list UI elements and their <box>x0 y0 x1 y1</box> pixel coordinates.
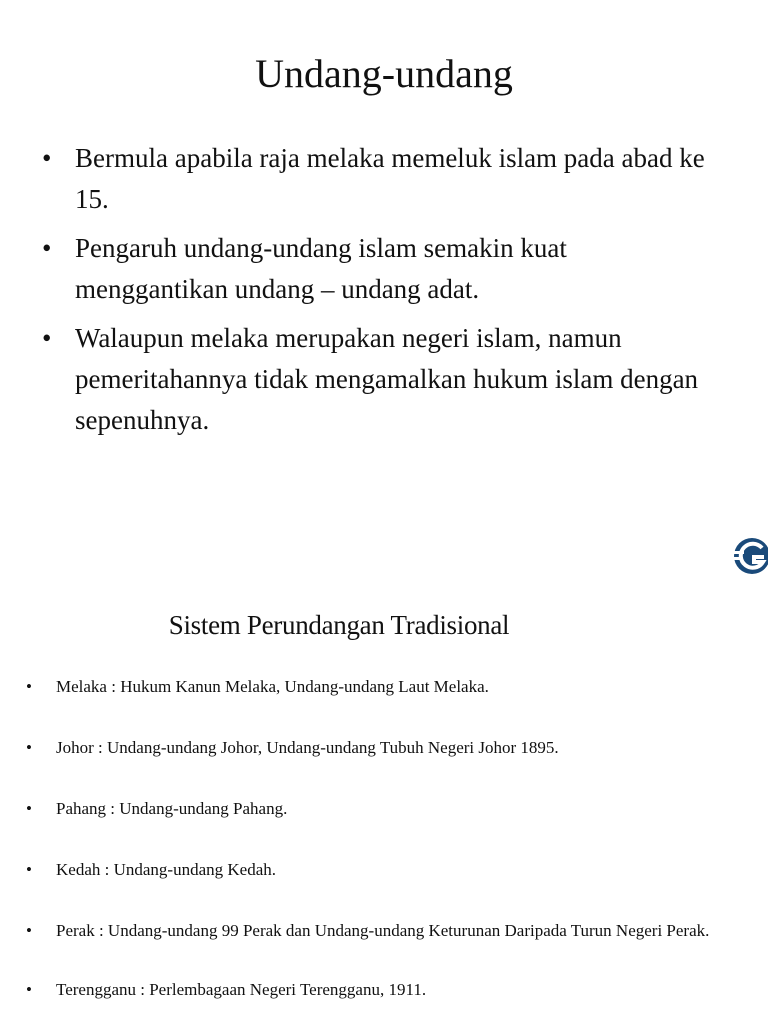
law-list-text: Terengganu : Perlembagaan Negeri Terengganu, 1911. <box>56 980 427 999</box>
bullet-dot: • <box>26 980 32 999</box>
law-list-item <box>26 977 741 1003</box>
law-list-item <box>26 796 741 822</box>
bullet-dot: • <box>42 143 52 173</box>
section-title: Sistem Perundangan Tradisional <box>168 610 510 640</box>
publisher-logo-icon <box>732 535 768 577</box>
slide-bullet-item <box>42 228 722 310</box>
law-list-text: Johor : Undang-undang Johor, Undang-undang Tubuh Negeri Johor 1895. <box>56 738 559 757</box>
law-list-text: Perak : Undang-undang 99 Perak dan Undang-undang Keturunan Daripada Turun Negeri Perak. <box>56 921 710 940</box>
law-list-item <box>26 857 741 883</box>
bullet-dot: • <box>26 860 32 879</box>
bullet-dot: • <box>26 799 32 818</box>
slide-title: Undang-undang <box>255 51 513 96</box>
slide-bullet-item <box>42 138 722 220</box>
law-list-item <box>26 674 741 700</box>
slide-bullet-text: Pengaruh undang-undang islam semakin kuat menggantikan undang – undang adat. <box>75 233 567 304</box>
slide-bullet-text: Bermula apabila raja melaka memeluk islam pada abad ke 15. <box>75 143 705 214</box>
bullet-dot: • <box>26 738 32 757</box>
slide-bullet-list <box>42 138 722 449</box>
law-list <box>26 674 741 1003</box>
slide-bullet-item <box>42 318 722 441</box>
bullet-dot: • <box>42 233 52 263</box>
bullet-dot: • <box>42 323 52 353</box>
law-list-text: Kedah : Undang-undang Kedah. <box>56 860 276 879</box>
law-list-text: Pahang : Undang-undang Pahang. <box>56 799 288 818</box>
slide-bullet-text: Walaupun melaka merupakan negeri islam, namun pemeritahannya tidak mengamalkan hukum islam dengan sepenuhnya. <box>75 323 699 435</box>
bullet-dot: • <box>26 677 32 696</box>
law-list-text: Melaka : Hukum Kanun Melaka, Undang-undang Laut Melaka. <box>56 677 489 696</box>
bullet-dot: • <box>26 921 32 940</box>
law-list-item <box>26 918 741 944</box>
law-list-item <box>26 735 741 761</box>
